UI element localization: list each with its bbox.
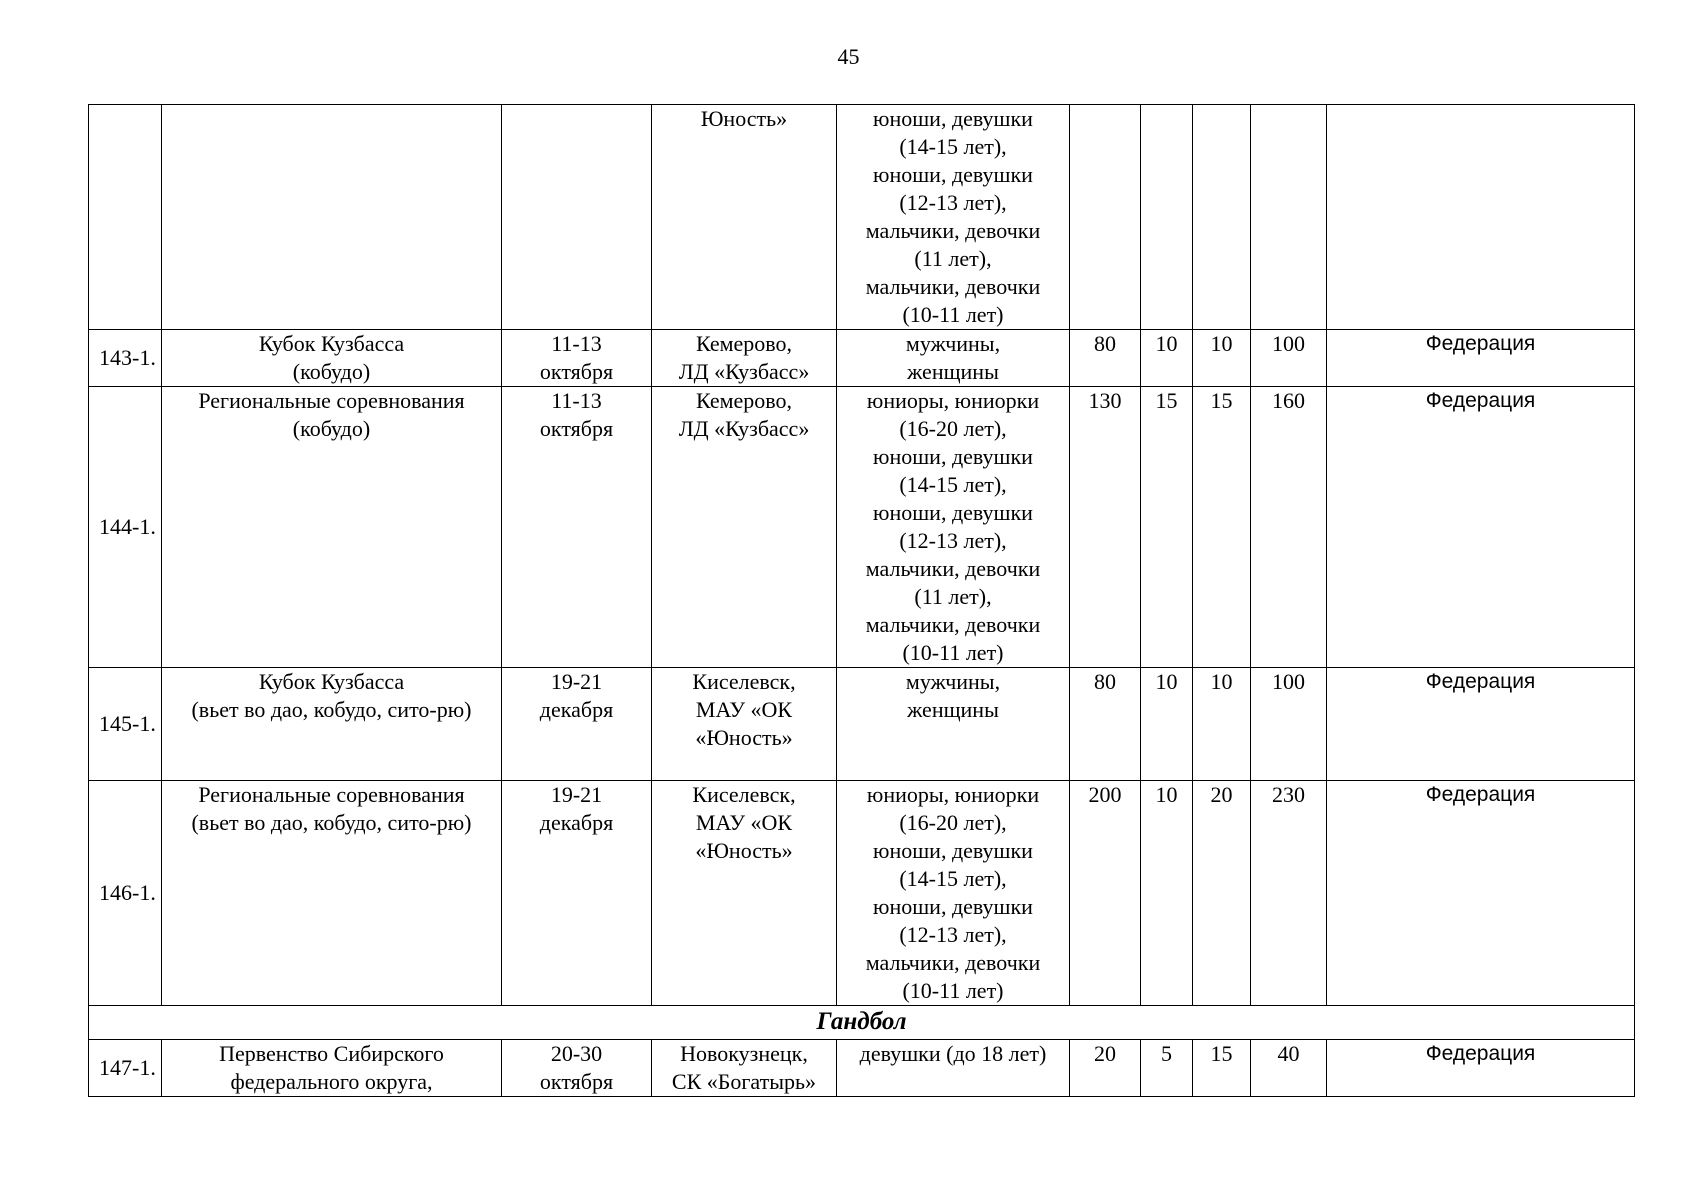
total-count: 160: [1251, 387, 1327, 668]
event-dates: 20-30 октября: [502, 1040, 652, 1097]
total-count: 40: [1251, 1040, 1327, 1097]
event-participants: мужчины, женщины: [837, 668, 1070, 781]
row-number: 145-1.: [89, 668, 162, 781]
coaches-count: 20: [1193, 781, 1251, 1006]
table-row: [89, 387, 1635, 668]
event-name: Кубок Кузбасса (вьет во дао, кобудо, сито-рю): [162, 668, 502, 781]
section-row: [89, 1006, 1635, 1040]
event-name: Первенство Сибирского федерального округа,: [162, 1040, 502, 1097]
coaches-count: 15: [1193, 387, 1251, 668]
table-row: [89, 330, 1635, 387]
judges-count: 15: [1141, 387, 1193, 668]
coaches-count: [1193, 105, 1251, 330]
event-dates: 11-13 октября: [502, 387, 652, 668]
organizer: Федерация: [1327, 1040, 1635, 1097]
athletes-count: 20: [1070, 1040, 1141, 1097]
row-number: 143-1.: [89, 330, 162, 387]
total-count: 100: [1251, 330, 1327, 387]
athletes-count: 130: [1070, 387, 1141, 668]
event-venue: Киселевск, МАУ «ОК «Юность»: [652, 668, 837, 781]
section-title: Гандбол: [89, 1006, 1635, 1040]
event-venue: Киселевск, МАУ «ОК «Юность»: [652, 781, 837, 1006]
table-row: [89, 781, 1635, 1006]
event-participants: юниоры, юниорки (16-20 лет), юноши, девушки (14-15 лет), юноши, девушки (12-13 лет), мальчики, девочки (11 лет), мальчики, девочки (10-11 лет): [837, 387, 1070, 668]
row-number: 147-1.: [89, 1040, 162, 1097]
athletes-count: 80: [1070, 330, 1141, 387]
judges-count: 10: [1141, 781, 1193, 1006]
athletes-count: 200: [1070, 781, 1141, 1006]
event-name: Региональные соревнования (вьет во дао, кобудо, сито-рю): [162, 781, 502, 1006]
event-dates: [502, 105, 652, 330]
event-name: Региональные соревнования (кобудо): [162, 387, 502, 668]
event-venue: Кемерово, ЛД «Кузбасс»: [652, 330, 837, 387]
event-name: Кубок Кузбасса (кобудо): [162, 330, 502, 387]
organizer: Федерация: [1327, 387, 1635, 668]
table-row: [89, 105, 1635, 330]
event-venue: Юность»: [652, 105, 837, 330]
event-venue: Кемерово, ЛД «Кузбасс»: [652, 387, 837, 668]
total-count: [1251, 105, 1327, 330]
event-participants: юноши, девушки (14-15 лет), юноши, девушки (12-13 лет), мальчики, девочки (11 лет), мальчики, девочки (10-11 лет): [837, 105, 1070, 330]
judges-count: 10: [1141, 668, 1193, 781]
event-dates: 19-21 декабря: [502, 668, 652, 781]
athletes-count: [1070, 105, 1141, 330]
coaches-count: 10: [1193, 668, 1251, 781]
event-participants: мужчины, женщины: [837, 330, 1070, 387]
coaches-count: 15: [1193, 1040, 1251, 1097]
judges-count: 10: [1141, 330, 1193, 387]
judges-count: 5: [1141, 1040, 1193, 1097]
organizer: Федерация: [1327, 781, 1635, 1006]
row-number: 144-1.: [89, 387, 162, 668]
schedule-table: [88, 104, 1635, 1097]
event-participants: девушки (до 18 лет): [837, 1040, 1070, 1097]
row-number: 146-1.: [89, 781, 162, 1006]
table-row: [89, 668, 1635, 781]
row-number: [89, 105, 162, 330]
coaches-count: 10: [1193, 330, 1251, 387]
organizer: Федерация: [1327, 668, 1635, 781]
event-venue: Новокузнецк, СК «Богатырь»: [652, 1040, 837, 1097]
event-name: [162, 105, 502, 330]
athletes-count: 80: [1070, 668, 1141, 781]
event-dates: 11-13 октября: [502, 330, 652, 387]
total-count: 100: [1251, 668, 1327, 781]
table-row: [89, 1040, 1635, 1097]
organizer: [1327, 105, 1635, 330]
judges-count: [1141, 105, 1193, 330]
event-participants: юниоры, юниорки (16-20 лет), юноши, девушки (14-15 лет), юноши, девушки (12-13 лет), мальчики, девочки (10-11 лет): [837, 781, 1070, 1006]
total-count: 230: [1251, 781, 1327, 1006]
page-number: 45: [837, 44, 860, 69]
event-dates: 19-21 декабря: [502, 781, 652, 1006]
organizer: Федерация: [1327, 330, 1635, 387]
